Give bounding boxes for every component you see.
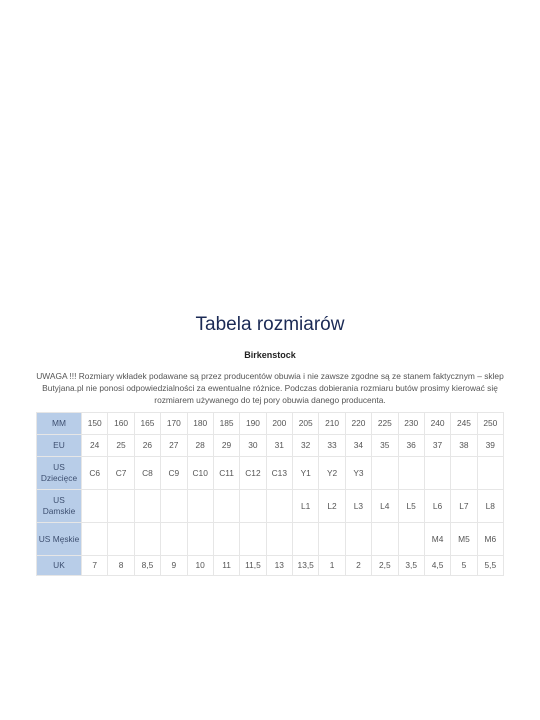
size-table-body [37, 413, 504, 576]
table-cell: C12 [240, 457, 266, 490]
size-notice [36, 370, 504, 406]
table-cell: C10 [187, 457, 213, 490]
row-label: US Dziecięce [37, 457, 82, 490]
table-cell [213, 490, 239, 523]
table-cell [134, 490, 160, 523]
table-cell: 5,5 [477, 556, 503, 576]
table-cell: L5 [398, 490, 424, 523]
table-cell: 38 [451, 435, 477, 457]
table-cell [345, 523, 371, 556]
table-cell: 205 [293, 413, 319, 435]
table-row-us-kids [37, 457, 504, 490]
table-row-us-women [37, 490, 504, 523]
table-cell [477, 457, 503, 490]
table-cell: M4 [424, 523, 450, 556]
table-cell: 30 [240, 435, 266, 457]
table-cell: 26 [134, 435, 160, 457]
table-cell [240, 523, 266, 556]
table-cell: 24 [82, 435, 108, 457]
table-cell: 210 [319, 413, 345, 435]
table-cell: 27 [161, 435, 187, 457]
table-cell: 8,5 [134, 556, 160, 576]
table-cell: 11,5 [240, 556, 266, 576]
table-cell: 9 [161, 556, 187, 576]
notice-line: Butyjana.pl nie ponosi odpowiedzialności za ewentualne różnice. Podczas dobierania rozmiaru butów prosimy kierować się [42, 383, 498, 393]
table-cell: 200 [266, 413, 292, 435]
table-cell: 5 [451, 556, 477, 576]
table-cell: L3 [345, 490, 371, 523]
table-cell: 230 [398, 413, 424, 435]
brand-subtitle: Birkenstock [244, 350, 296, 360]
page-title: Tabela rozmiarów [195, 314, 345, 335]
table-cell [161, 490, 187, 523]
table-cell: 11 [213, 556, 239, 576]
table-cell: 37 [424, 435, 450, 457]
table-cell: 13 [266, 556, 292, 576]
table-cell: 36 [398, 435, 424, 457]
table-cell [293, 523, 319, 556]
table-row-uk [37, 556, 504, 576]
table-cell: 220 [345, 413, 371, 435]
table-cell: C11 [213, 457, 239, 490]
row-label: EU [37, 435, 82, 457]
table-row-eu [37, 435, 504, 457]
table-cell [134, 523, 160, 556]
table-cell: 190 [240, 413, 266, 435]
notice-line: UWAGA !!! Rozmiary wkładek podawane są przez producentów obuwia i nie zawsze zgodne są ze stanem faktycznym – sklep [36, 371, 504, 381]
table-cell: 170 [161, 413, 187, 435]
table-cell: 32 [293, 435, 319, 457]
table-cell: 3,5 [398, 556, 424, 576]
table-cell: L2 [319, 490, 345, 523]
table-cell: 240 [424, 413, 450, 435]
table-cell [266, 523, 292, 556]
table-cell [108, 490, 134, 523]
table-row-us-men [37, 523, 504, 556]
table-cell: L4 [372, 490, 398, 523]
table-cell: C8 [134, 457, 160, 490]
table-cell: 165 [134, 413, 160, 435]
table-cell: M5 [451, 523, 477, 556]
table-cell: L6 [424, 490, 450, 523]
table-cell [266, 490, 292, 523]
table-cell: 28 [187, 435, 213, 457]
table-cell: Y2 [319, 457, 345, 490]
table-cell: L1 [293, 490, 319, 523]
table-cell [372, 457, 398, 490]
table-cell: 35 [372, 435, 398, 457]
row-label: UK [37, 556, 82, 576]
table-cell: 150 [82, 413, 108, 435]
table-cell: 8 [108, 556, 134, 576]
table-cell: 39 [477, 435, 503, 457]
table-cell: 185 [213, 413, 239, 435]
table-cell: M6 [477, 523, 503, 556]
table-cell: 245 [451, 413, 477, 435]
row-label: MM [37, 413, 82, 435]
table-cell [398, 523, 424, 556]
table-cell: 4,5 [424, 556, 450, 576]
table-cell: C9 [161, 457, 187, 490]
table-cell: 13,5 [293, 556, 319, 576]
table-cell: 7 [82, 556, 108, 576]
table-cell [213, 523, 239, 556]
table-cell [240, 490, 266, 523]
row-label: US Męskie [37, 523, 82, 556]
table-cell: 225 [372, 413, 398, 435]
table-cell: 160 [108, 413, 134, 435]
table-cell: 29 [213, 435, 239, 457]
table-cell: C13 [266, 457, 292, 490]
table-cell: 10 [187, 556, 213, 576]
table-cell: 25 [108, 435, 134, 457]
table-cell: 33 [319, 435, 345, 457]
table-cell [161, 523, 187, 556]
table-cell: 2,5 [372, 556, 398, 576]
table-cell: Y1 [293, 457, 319, 490]
table-cell: C7 [108, 457, 134, 490]
table-cell: 250 [477, 413, 503, 435]
table-cell: L8 [477, 490, 503, 523]
table-cell [451, 457, 477, 490]
table-cell [372, 523, 398, 556]
table-cell: 1 [319, 556, 345, 576]
table-cell [319, 523, 345, 556]
table-cell: 34 [345, 435, 371, 457]
table-cell [82, 490, 108, 523]
table-cell [398, 457, 424, 490]
notice-line: rozmiarem używanego do tej pory obuwia danego producenta. [154, 395, 386, 405]
table-cell: 2 [345, 556, 371, 576]
table-cell: 31 [266, 435, 292, 457]
table-cell: C6 [82, 457, 108, 490]
table-cell [108, 523, 134, 556]
row-label: US Damskie [37, 490, 82, 523]
table-row-mm [37, 413, 504, 435]
table-cell [187, 523, 213, 556]
table-cell: L7 [451, 490, 477, 523]
size-table [36, 412, 504, 576]
table-cell: 180 [187, 413, 213, 435]
table-cell [82, 523, 108, 556]
table-cell: Y3 [345, 457, 371, 490]
table-cell [424, 457, 450, 490]
table-cell [187, 490, 213, 523]
